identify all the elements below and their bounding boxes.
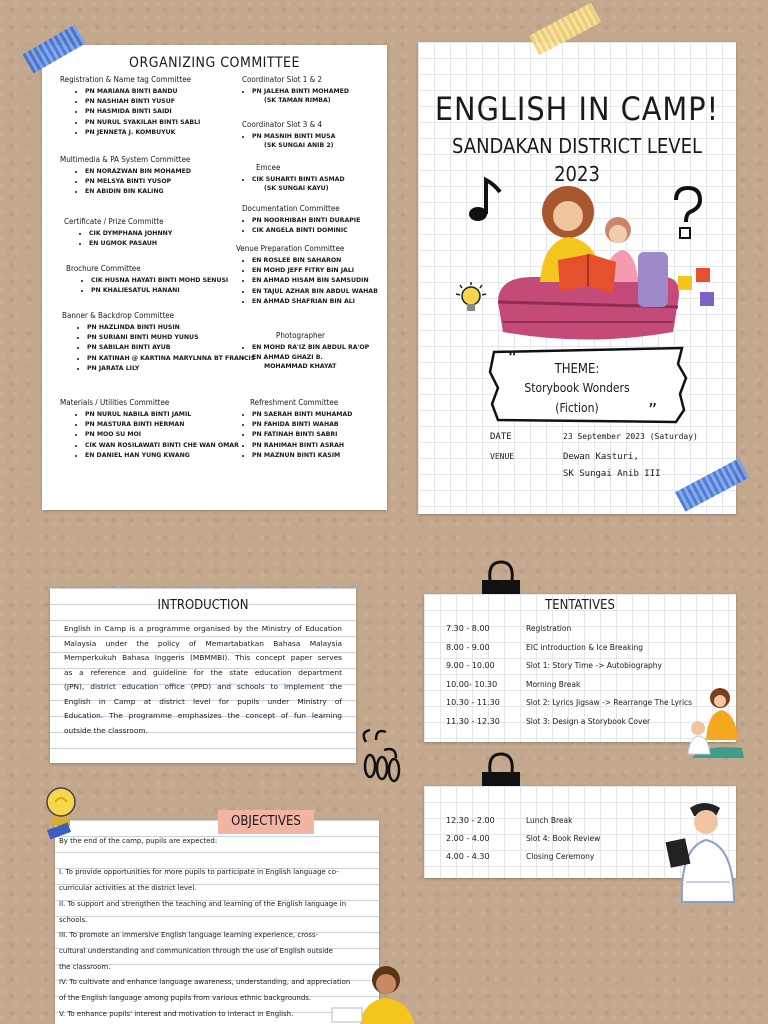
- committee-member: • PN JARATA LILY: [87, 364, 267, 374]
- committee-member: • CIK ANGELA BINTI DOMINIC: [252, 226, 402, 236]
- poster-year: 2023: [554, 162, 600, 186]
- committee-title: Refreshment Committee: [250, 398, 339, 407]
- doodle-decoration: [356, 720, 404, 786]
- objective-line: I. To provide opportunities for more pupils to participate in English language co-: [59, 868, 339, 877]
- intro-line: Memperkukuh Bahasa Inggeris (MBMMBI). This concept paper serves: [64, 653, 342, 662]
- committee-title: Photographer: [276, 331, 325, 340]
- objective-line: curricular activities at the district level.: [59, 884, 197, 893]
- introduction-title: INTRODUCTION: [157, 598, 249, 613]
- venue-line-2: SK Sungai Anib III: [563, 469, 661, 479]
- tentative-activity: Slot 3: Design a Storybook Cover: [526, 716, 651, 726]
- tentative-time: 10.00- 10.30: [446, 679, 498, 689]
- tentative-time: 8.00 - 9.00: [446, 642, 490, 652]
- committee-member: • EN NORAZWAN BIN MOHAMED: [85, 167, 265, 177]
- objective-line: of the English language among pupils from various ethnic backgrounds.: [59, 994, 312, 1002]
- committee-title: Documentation Committee: [242, 204, 340, 213]
- committee-member: • EN ABIDIN BIN KALING: [85, 187, 265, 197]
- committee-member: • PN MARIANA BINTI BANDU: [85, 87, 265, 97]
- committee-member: • CIK WAN ROSILAWATI BINTI CHE WAN OMAR: [85, 441, 265, 451]
- objective-line: By the end of the camp, pupils are expected:: [59, 837, 218, 845]
- objectives-title: OBJECTIVES: [218, 810, 314, 834]
- committee-title: Brochure Committee: [66, 264, 141, 273]
- quote-close-icon: ”: [648, 400, 658, 421]
- tentative-time: 2.00 - 4.00: [446, 834, 490, 843]
- tentative-time: 4.00 - 4.30: [446, 852, 490, 861]
- objective-line: V. To enhance pupils' interest and motivation to interact in English.: [59, 1009, 294, 1018]
- committee-title: Venue Preparation Committee: [236, 244, 345, 253]
- tentative-activity: Lunch Break: [526, 816, 573, 825]
- committee-member-school: (SK SUNGAI ANIB 2): [264, 142, 334, 150]
- venue-label: VENUE: [490, 452, 515, 461]
- intro-line: as a reference and guideline for the state education department: [64, 667, 342, 677]
- committee-member-list: [232, 87, 402, 97]
- committee-title: Materials / Utilities Committee: [60, 398, 170, 407]
- quote-open-icon: “: [508, 348, 518, 369]
- committee-member: • PN RAHIMAH BINTI ASRAH: [252, 441, 402, 451]
- committee-member: • PN NOORHIBAH BINTI DURAPIE: [252, 216, 402, 226]
- committee-member: • PN MASTURA BINTI HERMAN: [85, 420, 265, 430]
- tentative-time: 11.30 - 12.30: [446, 716, 500, 726]
- light-bulb-icon: [454, 282, 488, 318]
- tentative-activity: Slot 4: Book Review: [526, 834, 601, 843]
- committee-member-school: MOHAMMAD KHAYAT: [264, 363, 337, 371]
- intro-line: (JPN), district education office (PPD) and schools to implement the: [64, 682, 342, 691]
- tentative-activity: Slot 2: Lyrics Jigsaw -> Rearrange The Lyrics: [526, 698, 693, 707]
- intro-line: outside the classroom.: [64, 725, 148, 735]
- committee-title: Coordinator Slot 3 & 4: [242, 120, 323, 129]
- committee-member: • PN SAERAH BINTI MUHAMAD: [252, 410, 402, 420]
- committee-member: • PN KHALIESATUL HANANI: [91, 286, 271, 296]
- objective-line: the classroom.: [59, 962, 111, 971]
- committee-member-list: [232, 175, 402, 185]
- committee-member: • PN HAZLINDA BINTI HUSIN: [87, 323, 267, 333]
- tentative-time: 7.30 - 8.00: [446, 624, 490, 633]
- tentative-activity: Morning Break: [526, 679, 581, 689]
- theme-line-1: Storybook Wonders: [524, 381, 630, 395]
- committee-member-list: [232, 132, 402, 142]
- committee-member: • CIK HUSNA HAYATI BINTI MOHD SENUSI: [91, 276, 271, 286]
- committee-member-list: [232, 256, 402, 307]
- committee-title: Registration & Name tag Committee: [60, 75, 192, 84]
- committee-member: • PN HASMIDA BINTI SAIDI: [85, 107, 265, 117]
- objective-line: II. To support and strengthen the teaching and learning of the English language in: [59, 899, 347, 908]
- introduction-card: [50, 588, 356, 763]
- tentative-row: [446, 624, 726, 636]
- reading-illustration: [488, 182, 688, 347]
- committee-member: • PN NASHIAH BINTI YUSUF: [85, 97, 265, 107]
- theme-label: THEME:: [554, 362, 600, 377]
- objective-line: cultural understanding and communication through the use of English outside: [59, 946, 333, 955]
- committee-member: • CIK SUHARTI BINTI ASMAD: [252, 175, 402, 185]
- committee-member: • PN FAHIDA BINTI WAHAB: [252, 420, 402, 430]
- poster-card: [418, 42, 736, 514]
- objective-line: IV. To cultivate and enhance language awareness, understanding, and appreciation: [59, 978, 351, 987]
- committee-member: • EN AHMAD GHAZI B.: [252, 353, 402, 363]
- tentative-activity: Slot 1: Story Time -> Autobiography: [526, 661, 662, 670]
- committee-member: • EN AHMAD HISAM BIN SAMSUDIN: [252, 276, 402, 286]
- child-illustration: [330, 960, 420, 1024]
- committee-title: Emcee: [256, 163, 281, 172]
- committee-member: • EN UGMOK PASAUH: [89, 239, 269, 249]
- intro-line: Malaysia under the policy of Memartabatkan Bahasa Malaysia: [64, 638, 342, 648]
- committee-member: • PN JALEHA BINTI MOHAMED: [252, 87, 402, 97]
- committee-title: Banner & Backdrop Committee: [62, 311, 175, 320]
- date-value: 23 September 2023 (Saturday): [563, 432, 698, 441]
- committee-member-school: (SK TAMAN RIMBA): [264, 97, 331, 105]
- committee-member: • PN MASNIH BINTI MUSA: [252, 132, 402, 142]
- organizing-title: ORGANIZING COMMITTEE: [129, 55, 300, 71]
- venue-line-1: Dewan Kasturi,: [563, 452, 639, 462]
- tentative-activity: Registration: [526, 624, 572, 633]
- tentative-activity: Closing Ceremony: [526, 852, 595, 861]
- intro-line: English in Camp is a programme organised by the Ministry of Education: [64, 624, 342, 633]
- intro-line: English in Camp at district level for pupils under Ministry of: [64, 696, 342, 706]
- committee-member: • CIK DYMPHANA JOHNNY: [89, 229, 269, 239]
- intro-line: Education. The programme emphasizes the concept of fun learning: [64, 711, 342, 720]
- committee-member-school: (SK SUNGAI KAYU): [264, 185, 329, 193]
- committee-member: • EN MOHD JEFF FITRY BIN JALI: [252, 266, 402, 276]
- date-label: DATE: [490, 432, 512, 442]
- committee-member: • EN MOHD RA'IZ BIN ABDUL RA'OP: [252, 343, 402, 353]
- committee-member: • PN MAZNUN BINTI KASIM: [252, 451, 402, 461]
- tentative-time: 9.00 - 10.00: [446, 661, 495, 670]
- committee-member: • PN MOO SU MOI: [85, 430, 265, 440]
- committee-member: • PN NURUL SYAKILAH BINTI SABLI: [85, 118, 265, 128]
- committee-member: • PN KATINAH @ KARTINA MARYLNNA BT FRANCIS: [87, 354, 267, 364]
- puzzle-pieces-icon: [676, 264, 722, 312]
- committee-member: • EN DANIEL HAN YUNG KWANG: [85, 451, 265, 461]
- tentative-activity: EIC introduction & Ice Breaking: [526, 642, 644, 652]
- objective-line: III. To promote an immersive English language learning experience, cross-: [59, 931, 319, 940]
- theme-line-2: (Fiction): [555, 401, 599, 415]
- tentative-row: [446, 643, 726, 655]
- reading-characters-illustration: [682, 684, 746, 760]
- committee-member: • PN SURIANI BINTI MUHD YUNUS: [87, 333, 267, 343]
- objective-line: schools.: [59, 915, 88, 924]
- light-bulb-icon: [38, 782, 84, 840]
- tentative-row: [446, 661, 726, 673]
- poster-subtitle: SANDAKAN DISTRICT LEVEL: [451, 134, 702, 158]
- committee-member: • PN NURUL NABILA BINTI JAMIL: [85, 410, 265, 420]
- organizing-committee-card: [42, 45, 387, 510]
- committee-member: • PN JENNETA J. KOMBUYUK: [85, 128, 265, 138]
- committee-member: • EN TAJUL AZHAR BIN ABDUL WAHAB: [252, 287, 402, 297]
- committee-title: Certificate / Prize Committe: [64, 217, 164, 226]
- boy-with-book-illustration: [664, 798, 744, 906]
- poster-title: ENGLISH IN CAMP!: [434, 90, 720, 128]
- committee-member-list: [232, 343, 402, 363]
- committee-member-list: [232, 216, 402, 236]
- tentative-time: 12.30 - 2.00: [446, 816, 495, 825]
- committee-member: • EN AHMAD SHAFRIAN BIN ALI: [252, 297, 402, 307]
- committee-member: • PN MELSYA BINTI YUSOP: [85, 177, 265, 187]
- tentative-time: 10.30 - 11.30: [446, 698, 500, 707]
- tentatives-title: TENTATIVES: [545, 598, 615, 613]
- committee-title: Coordinator Slot 1 & 2: [242, 75, 323, 84]
- committee-member: • PN SABILAH BINTI AYUB: [87, 343, 267, 353]
- committee-member: • PN FATINAH BINTI SABRI: [252, 430, 402, 440]
- committee-title: Multimedia & PA System Committee: [60, 155, 191, 164]
- committee-member: • EN ROSLEE BIN SAHARON: [252, 256, 402, 266]
- committee-member-list: [232, 410, 402, 461]
